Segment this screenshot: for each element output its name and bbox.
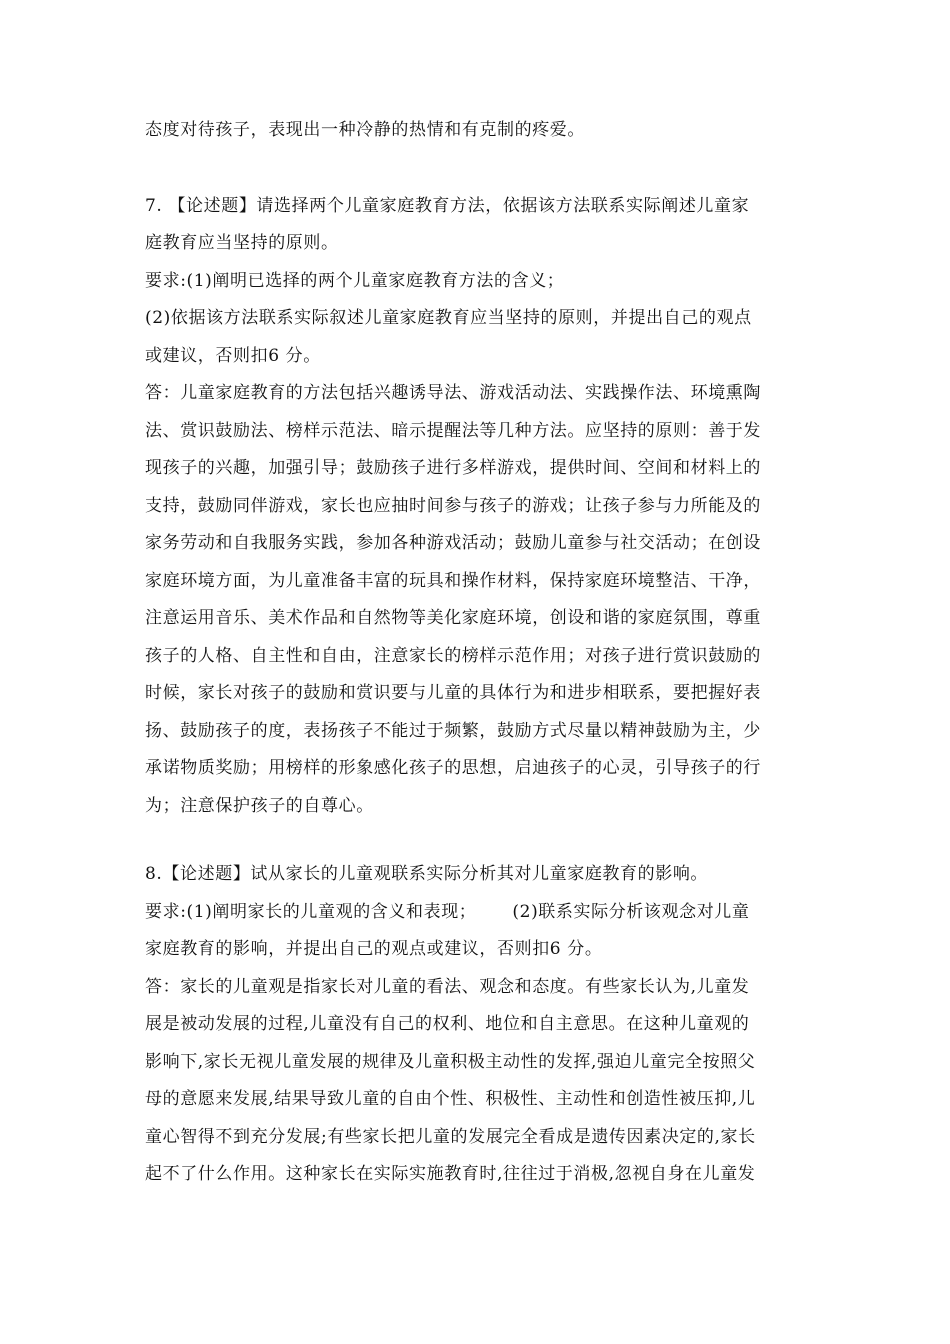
q8-answer-line: 影响下,家长无视儿童发展的规律及儿童积极主动性的发挥,强迫儿童完全按照父 (145, 1051, 756, 1072)
q8-answer-line: 起不了什么作用。这种家长在实际实施教育时,往往过于消极,忽视自身在儿童发 (145, 1164, 756, 1184)
question-7 (145, 188, 810, 826)
q8-answer-line: 展是被动发展的过程,儿童没有自己的权利、地位和自主意思。在这种儿童观的 (145, 1014, 750, 1034)
q8-answer-line: 母的意愿来发展,结果导致儿童的自由个性、积极性、主动性和创造性被压抑,儿 (145, 1089, 756, 1109)
q7-answer-line: 法、赏识鼓励法、榜样示范法、暗示提醒法等几种方法。应坚持的原则：善于发 (145, 420, 761, 441)
q7-answer-line: 为；注意保护孩子的自尊心。 (145, 795, 374, 816)
intro-line: 态度对待孩子，表现出一种冷静的热情和有克制的疼爱。 (145, 120, 585, 140)
q8-requirement-part-1: 要求:(1)阐明家长的儿童观的含义和表现； (145, 901, 477, 922)
q8-answer-line: 童心智得不到充分发展;有些家长把儿童的发展完全看成是遗传因素决定的,家长 (145, 1126, 756, 1147)
q7-answer-line: 承诺物质奖励；用榜样的形象感化孩子的思想，启迪孩子的心灵，引导孩子的行 (145, 758, 761, 778)
q7-title-line: 庭教育应当坚持的原则。 (145, 233, 339, 253)
q8-requirement-part-2: (2)联系实际分析该观念对儿童 (512, 901, 750, 922)
q7-answer-line: 家庭环境方面，为儿童准备丰富的玩具和操作材料，保持家庭环境整洁、干净， (145, 570, 761, 591)
q7-answer-line: 注意运用音乐、美术作品和自然物等美化家庭环境，创设和谐的家庭氛围，尊重 (145, 608, 761, 628)
q7-answer-line: 孩子的人格、自主性和自由，注意家长的榜样示范作用；对孩子进行赏识鼓励的 (145, 645, 761, 666)
document-page (145, 112, 810, 1194)
section-gap (145, 150, 810, 188)
q7-answer-line: 支持，鼓励同伴游戏，家长也应抽时间参与孩子的游戏；让孩子参与力所能及的 (145, 495, 761, 516)
q7-answer-line: 扬、鼓励孩子的度，表扬孩子不能过于频繁，鼓励方式尽量以精神鼓励为主，少 (145, 720, 761, 741)
q7-requirement-line: 或建议，否则扣6 分。 (145, 345, 321, 366)
q8-requirement-line: 家庭教育的影响，并提出自己的观点或建议，否则扣6 分。 (145, 939, 603, 959)
q7-answer-line: 家务劳动和自我服务实践，参加各种游戏活动；鼓励儿童参与社交活动；在创设 (145, 533, 761, 553)
question-8 (145, 856, 810, 1194)
q7-requirement-line: (2)依据该方法联系实际叙述儿童家庭教育应当坚持的原则，并提出自己的观点 (145, 308, 752, 328)
q8-requirement-line (145, 894, 810, 932)
q8-title-line: 8.【论述题】试从家长的儿童观联系实际分析其对儿童家庭教育的影响。 (145, 864, 709, 884)
section-gap (145, 825, 810, 856)
q8-answer-line: 答：家长的儿童观是指家长对儿童的看法、观念和态度。有些家长认为,儿童发 (145, 976, 750, 997)
q7-answer-line: 时候，家长对孩子的鼓励和赏识要与儿童的具体行为和进步相联系，要把握好表 (145, 683, 761, 703)
q7-answer-line: 答：儿童家庭教育的方法包括兴趣诱导法、游戏活动法、实践操作法、环境熏陶 (145, 383, 761, 403)
q7-title-line: 7. 【论述题】请选择两个儿童家庭教育方法，依据该方法联系实际阐述儿童家 (145, 195, 750, 216)
q7-requirement-line: 要求:(1)阐明已选择的两个儿童家庭教育方法的含义； (145, 270, 565, 291)
q7-answer-line: 现孩子的兴趣，加强引导；鼓励孩子进行多样游戏，提供时间、空间和材料上的 (145, 458, 761, 478)
